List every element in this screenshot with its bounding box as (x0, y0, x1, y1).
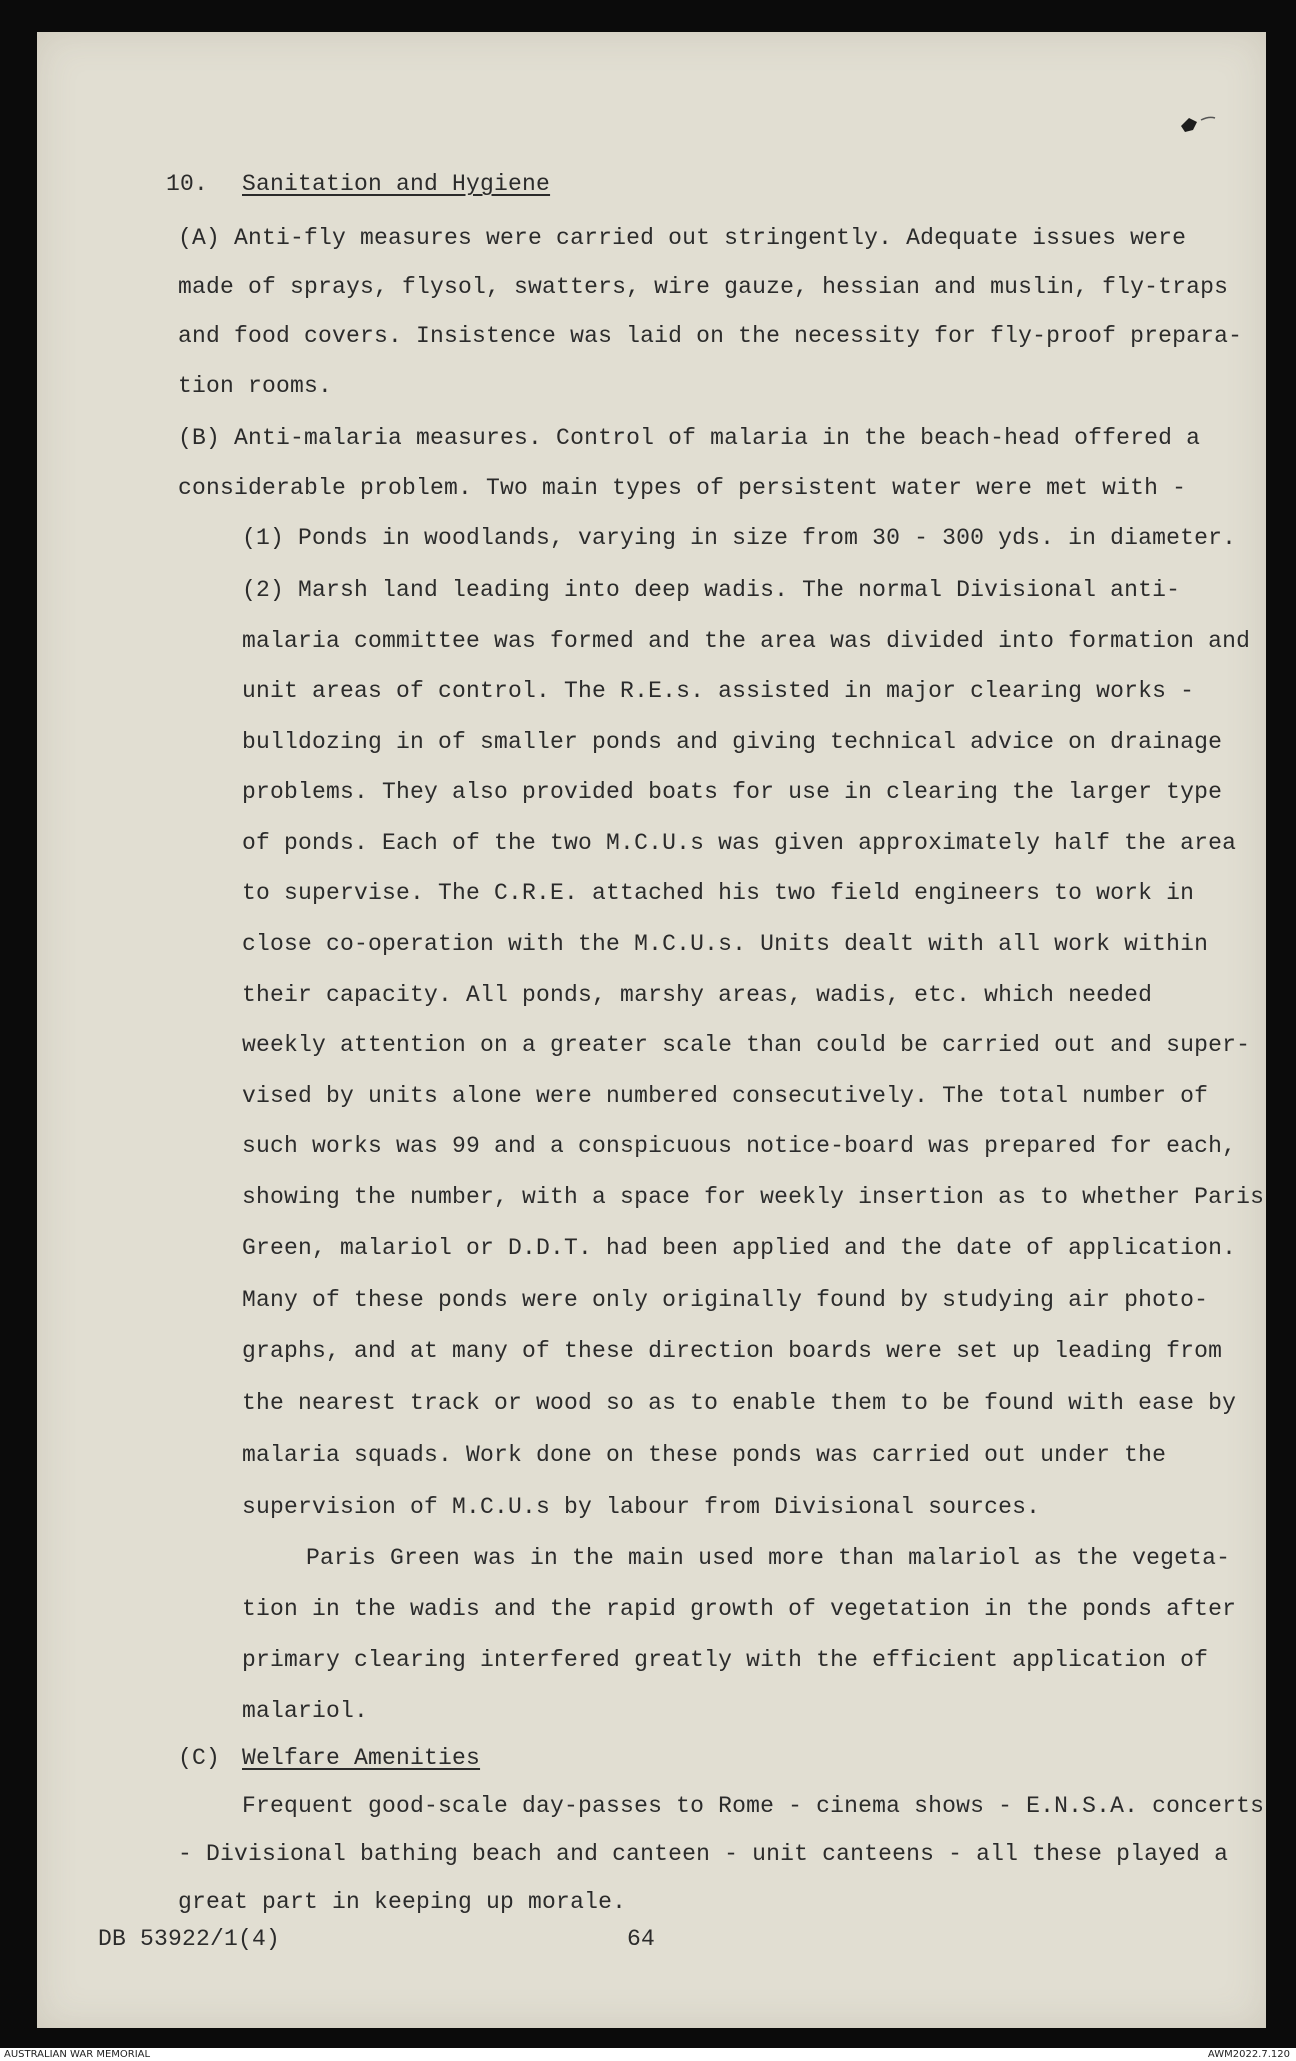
closing-line: - Divisional bathing beach and canteen - unit canteens - all these played a (178, 1841, 1229, 1867)
body-line: close co-operation with the M.C.U.s. Units dealt with all work within (242, 931, 1209, 957)
body-line: unit areas of control. The R.E.s. assisted in major clearing works - (242, 678, 1195, 704)
body-line: bulldozing in of smaller ponds and giving technical advice on drainage (242, 729, 1223, 755)
body-line: Many of these ponds were only originally found by studying air photo- (242, 1287, 1209, 1313)
body-line: tion rooms. (178, 373, 333, 399)
body-line: malaria squads. Work done on these ponds was carried out under the (242, 1442, 1167, 1468)
body-line: tion in the wadis and the rapid growth of vegetation in the ponds after (242, 1596, 1237, 1622)
body-line: of ponds. Each of the two M.C.U.s was given approximately half the area (242, 830, 1237, 856)
paper-damage-mark (1177, 112, 1217, 142)
subsection-label: (C) (178, 1745, 221, 1771)
body-line: showing the number, with a space for weekly insertion as to whether Paris (242, 1184, 1265, 1210)
body-line: and food covers. Insistence was laid on the necessity for fly-proof prepara- (178, 323, 1243, 349)
body-line: (A) Anti-fly measures were carried out stringently. Adequate issues were (178, 225, 1187, 251)
section-title: Sanitation and Hygiene (242, 171, 551, 197)
body-line: the nearest track or wood so as to enable them to be found with ease by (242, 1390, 1237, 1416)
archive-footer-right: AWM2022.7.120 (1207, 2049, 1290, 2060)
body-line: (1) Ponds in woodlands, varying in size from 30 - 300 yds. in diameter. (242, 525, 1237, 551)
body-line: (B) Anti-malaria measures. Control of malaria in the beach-head offered a (178, 425, 1201, 451)
body-line: supervision of M.C.U.s by labour from Divisional sources. (242, 1494, 1041, 1520)
body-line: such works was 99 and a conspicuous notice-board was prepared for each, (242, 1133, 1237, 1159)
body-line: Green, malariol or D.D.T. had been applied and the date of application. (242, 1235, 1237, 1261)
body-line: (2) Marsh land leading into deep wadis. The normal Divisional anti- (242, 577, 1181, 603)
closing-line: great part in keeping up morale. (178, 1889, 627, 1915)
archive-footer (0, 2048, 1296, 2061)
page-number: 64 (627, 1926, 656, 1952)
body-line: weekly attention on a greater scale than could be carried out and super- (242, 1032, 1251, 1058)
closing-line: Frequent good-scale day-passes to Rome - cinema shows - E.N.S.A. concerts (242, 1793, 1265, 1819)
body-line: problems. They also provided boats for use in clearing the larger type (242, 779, 1223, 805)
body-line: made of sprays, flysol, swatters, wire gauze, hessian and muslin, fly-traps (178, 274, 1229, 300)
archive-footer-left: AUSTRALIAN WAR MEMORIAL (4, 2049, 151, 2060)
body-line: considerable problem. Two main types of persistent water were met with - (178, 475, 1187, 501)
body-line: to supervise. The C.R.E. attached his two field engineers to work in (242, 880, 1195, 906)
document-reference: DB 53922/1(4) (98, 1926, 281, 1952)
body-line: malariol. (242, 1698, 369, 1724)
body-line: vised by units alone were numbered consecutively. The total number of (242, 1083, 1209, 1109)
body-line: graphs, and at many of these direction boards were set up leading from (242, 1338, 1223, 1364)
body-line: malaria committee was formed and the area was divided into formation and (242, 628, 1251, 654)
body-line: their capacity. All ponds, marshy areas, wadis, etc. which needed (242, 982, 1153, 1008)
body-line: Paris Green was in the main used more than malariol as the vegeta- (306, 1545, 1231, 1571)
subsection-title: Welfare Amenities (242, 1745, 481, 1771)
body-line: primary clearing interfered greatly with the efficient application of (242, 1647, 1209, 1673)
section-number: 10. (166, 171, 209, 197)
